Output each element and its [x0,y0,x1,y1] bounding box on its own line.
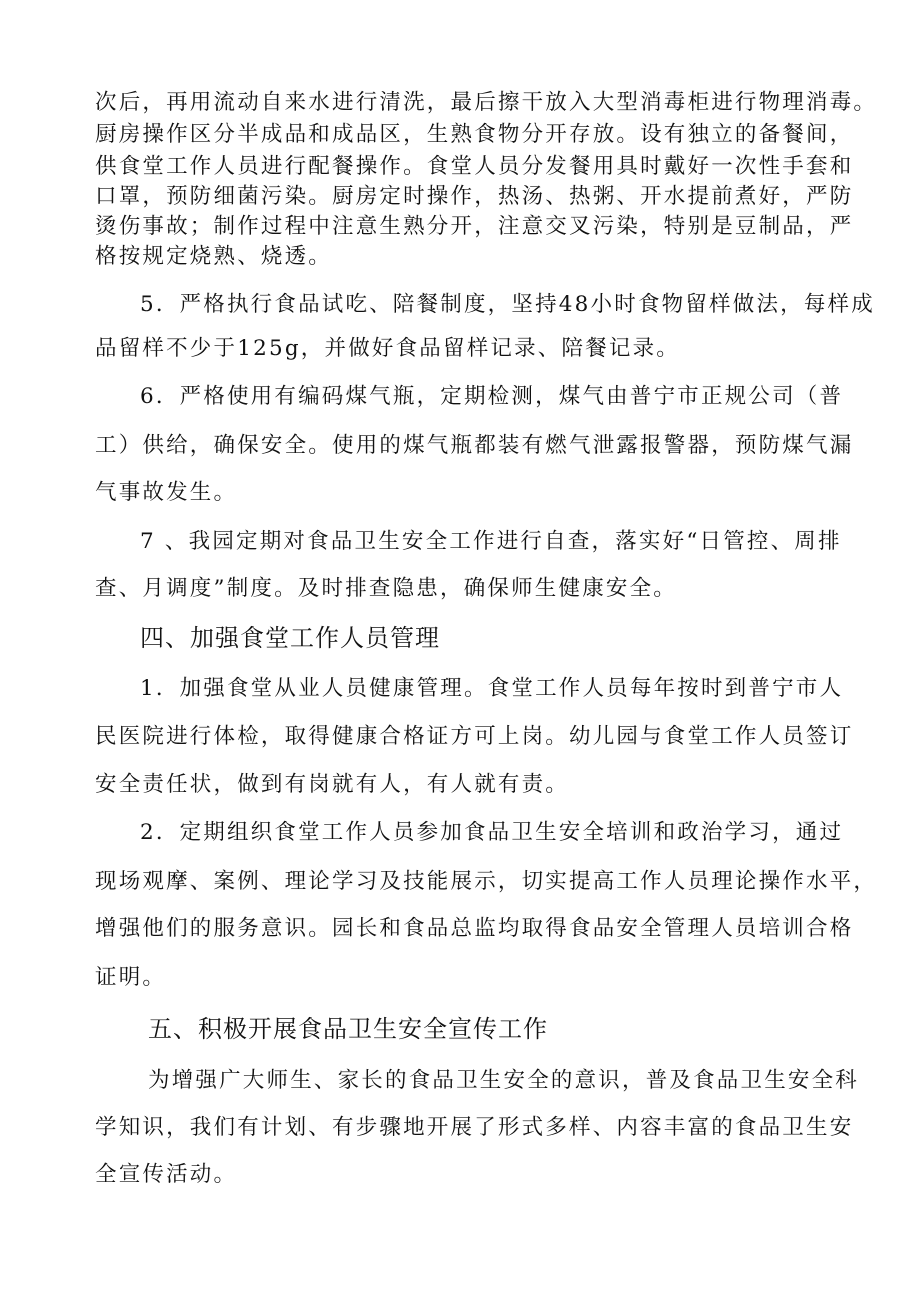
list-item-7-line: 查、月调度”制度。及时排查隐患，确保师生健康安全。 [95,576,677,601]
section-5-paragraph-line: 学知识，我们有计划、有步骤地开展了形式多样、内容丰富的食品卫生安 [95,1115,854,1140]
list-item-6-line: 工）供给，确保安全。使用的煤气瓶都装有燃气泄露报警器，预防煤气漏 [95,433,854,458]
section-5-paragraph-line: 全宣传活动。 [95,1162,238,1187]
paragraph-line: 口罩，预防细菌污染。厨房定时操作，热汤、热粥、开水提前煮好，严防 [95,184,854,209]
list-item-6-line: 气事故发生。 [95,480,238,505]
section-4-item-1-line: 1．加强食堂从业人员健康管理。食堂工作人员每年按时到普宁市人 [140,676,844,701]
section-4-item-1-line: 安全责任状，做到有岗就有人，有人就有责。 [95,772,570,797]
list-item-5-line: 品留样不少于125g，并做好食品留样记录、陪餐记录。 [95,336,681,361]
section-4-item-2-line: 增强他们的服务意识。园长和食品总监均取得食品安全管理人员培训合格 [95,916,854,941]
list-item-6-line: 6．严格使用有编码煤气瓶，定期检测，煤气由普宁市正规公司（普 [140,384,844,409]
section-4-item-2-line: 证明。 [95,965,167,990]
section-4-item-2-line: 2．定期组织食堂工作人员参加食品卫生安全培训和政治学习，通过 [140,820,844,845]
paragraph-line: 厨房操作区分半成品和成品区，生熟食物分开存放。设有独立的备餐间， [95,122,854,147]
section-4-item-2-line: 现场观摩、案例、理论学习及技能展示，切实提高工作人员理论操作水平， [95,869,878,894]
paragraph-line: 供食堂工作人员进行配餐操作。食堂人员分发餐用具时戴好一次性手套和 [95,154,854,179]
paragraph-line: 格按规定烧熟、烧透。 [95,244,333,269]
paragraph-line: 烫伤事故；制作过程中注意生熟分开，注意交叉污染，特别是豆制品，严 [95,214,854,239]
list-item-5-line: 5．严格执行食品试吃、陪餐制度，坚持48小时食物留样做法，每样成 [140,292,875,317]
section-5-paragraph-line: 为增强广大师生、家长的食品卫生安全的意识，普及食品卫生安全科 [148,1068,860,1093]
section-heading-4: 四、加强食堂工作人员管理 [140,624,440,652]
section-4-item-1-line: 民医院进行体检，取得健康合格证方可上岗。幼儿园与食堂工作人员签订 [95,724,854,749]
list-item-7-line: 7 、我园定期对食品卫生安全工作进行自查，落实好“日管控、周排 [140,529,842,554]
paragraph-line: 次后，再用流动自来水进行清洗，最后擦干放入大型消毒柜进行物理消毒。 [95,90,878,115]
section-heading-5: 五、积极开展食品卫生安全宣传工作 [148,1015,548,1043]
